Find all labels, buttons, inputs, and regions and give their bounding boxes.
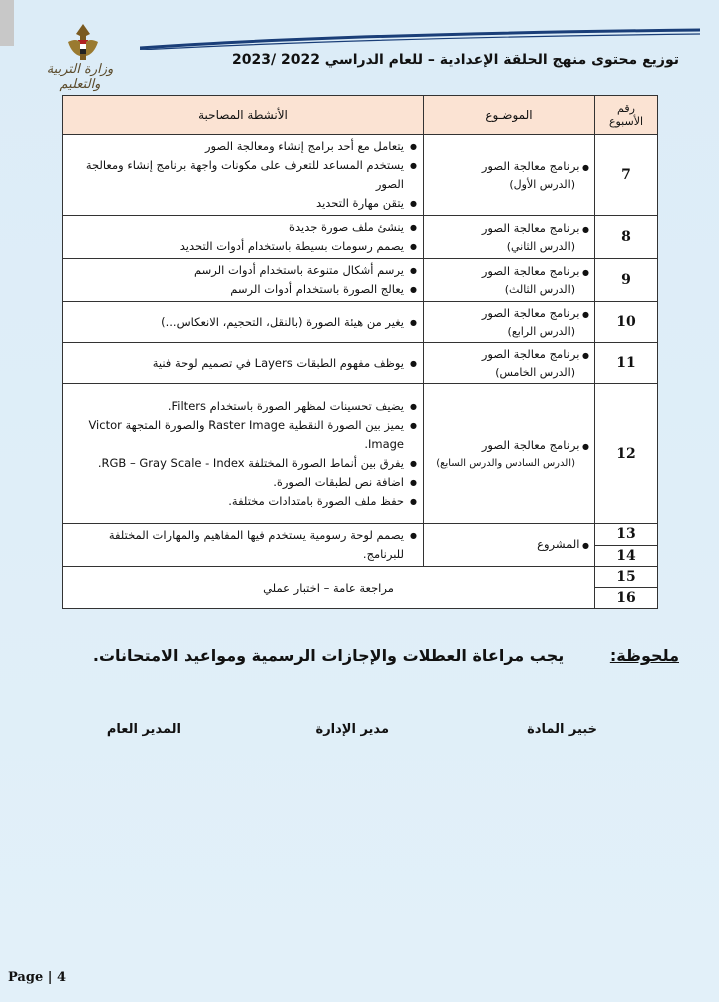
activity-item: ● يصمم رسومات بسيطة باستخدام أدوات التحديد: [68, 237, 404, 256]
week-number: 12: [595, 384, 658, 524]
activity-item: ● يضيف تحسينات لمظهر الصورة باستخدام Filters.: [68, 397, 404, 416]
activity-item: ● يتقن مهارة التحديد: [68, 194, 404, 213]
activity-item: ● يوظف مفهوم الطبقات Layers في تصميم لوحة فنية: [68, 354, 404, 373]
lesson-text: (الدرس الثالث): [504, 283, 575, 296]
activity-item: ● يميز بين الصورة النقطية Raster Image والصورة المتجهة Victor Image.: [68, 416, 404, 454]
table-header-row: [63, 96, 658, 135]
table-row: [63, 135, 658, 216]
note-label: ملحوظة:: [609, 646, 679, 665]
page-title: توزيع محتوى منهج الحلقة الإعدادية – للعام الدراسي 2022 /2023: [232, 52, 679, 68]
activities-cell: [63, 135, 424, 216]
note: [93, 646, 679, 665]
review-cell: مراجعة عامة – اختبار عملي: [63, 567, 595, 609]
activity-item: ● يرسم أشكال متنوعة باستخدام أدوات الرسم: [68, 261, 404, 280]
lesson-text: (الدرس الخامس): [495, 366, 575, 379]
page-number: 4: [57, 970, 67, 985]
page-footer: Page | 4: [8, 970, 67, 985]
topic-text: ● برنامج معالجة الصور: [429, 345, 589, 365]
table-row: [63, 567, 658, 588]
activities-cell: [63, 384, 424, 524]
topic-cell: [424, 259, 595, 302]
header-week: رقم الأسبوع: [595, 96, 658, 135]
activities-cell: [63, 259, 424, 302]
table-row: [63, 524, 658, 546]
lesson-text: (الدرس السادس والدرس السابع): [436, 457, 575, 469]
signature-admin: مدير الإدارة: [315, 722, 389, 737]
week-number: 14: [595, 545, 658, 567]
activity-item: ● اضافة نص لطبقات الصورة.: [68, 473, 404, 492]
lesson-text: (الدرس الأول): [509, 178, 575, 191]
ministry-logo-text: وزارة التربية والتعليم: [46, 62, 114, 92]
table-row: [63, 259, 658, 302]
page-label: Page: [8, 970, 44, 985]
week-number: 10: [595, 302, 658, 343]
activity-item: ● حفظ ملف الصورة بامتدادات مختلفة.: [68, 492, 404, 511]
scan-edge: [0, 0, 14, 46]
topic-cell: [424, 302, 595, 343]
activity-item: ● يعالج الصورة باستخدام أدوات الرسم: [68, 280, 404, 299]
topic-text: ● برنامج معالجة الصور: [429, 436, 589, 456]
activities-cell: [63, 343, 424, 384]
topic-text: ● برنامج معالجة الصور: [429, 262, 589, 282]
header-topic: الموضـوع: [424, 96, 595, 135]
activities-cell: [63, 302, 424, 343]
week-number: 16: [595, 588, 658, 609]
week-number: 13: [595, 524, 658, 546]
header-activities: الأنشطة المصاحبة: [63, 96, 424, 135]
curriculum-table: [62, 95, 658, 609]
topic-text: ● برنامج معالجة الصور: [429, 157, 589, 177]
week-number: 15: [595, 567, 658, 588]
topic-text: ● المشروع: [429, 535, 589, 555]
signature-general: المدير العام: [106, 722, 181, 737]
table-row: [63, 302, 658, 343]
topic-cell: [424, 524, 595, 567]
table-row: [63, 216, 658, 259]
week-number: 9: [595, 259, 658, 302]
week-number: 8: [595, 216, 658, 259]
activities-cell: [63, 216, 424, 259]
note-text: يجب مراعاة العطلات والإجازات الرسمية ومواعيد الامتحانات.: [92, 646, 565, 665]
table-row: [63, 343, 658, 384]
header-swoosh: [140, 28, 700, 50]
topic-cell: [424, 343, 595, 384]
activity-item: ● يصمم لوحة رسومية يستخدم فيها المفاهيم والمهارات المختلفة للبرنامج.: [68, 526, 404, 564]
lesson-text: (الدرس الرابع): [507, 325, 575, 338]
activity-item: ● ينشئ ملف صورة جديدة: [68, 218, 404, 237]
activity-item: ● يستخدم المساعد للتعرف على مكونات واجهة برنامج إنشاء ومعالجة الصور: [68, 156, 404, 194]
activity-item: ● يفرق بين أنماط الصورة المختلفة RGB – Gray Scale - Index.: [68, 454, 404, 473]
activity-item: ● يتعامل مع أحد برامج إنشاء ومعالجة الصور: [68, 137, 404, 156]
topic-cell: [424, 135, 595, 216]
topic-text: ● برنامج معالجة الصور: [429, 304, 589, 324]
topic-cell: [424, 216, 595, 259]
signature-expert: خبير المادة: [527, 722, 597, 737]
topic-cell: [424, 384, 595, 524]
lesson-text: (الدرس الثاني): [506, 240, 575, 253]
week-number: 7: [595, 135, 658, 216]
topic-text: ● برنامج معالجة الصور: [429, 219, 589, 239]
activity-item: ● يغير من هيئة الصورة (بالنقل، التحجيم، الانعكاس...): [68, 313, 404, 332]
activities-cell: [63, 524, 424, 567]
table-row: [63, 384, 658, 524]
week-number: 11: [595, 343, 658, 384]
